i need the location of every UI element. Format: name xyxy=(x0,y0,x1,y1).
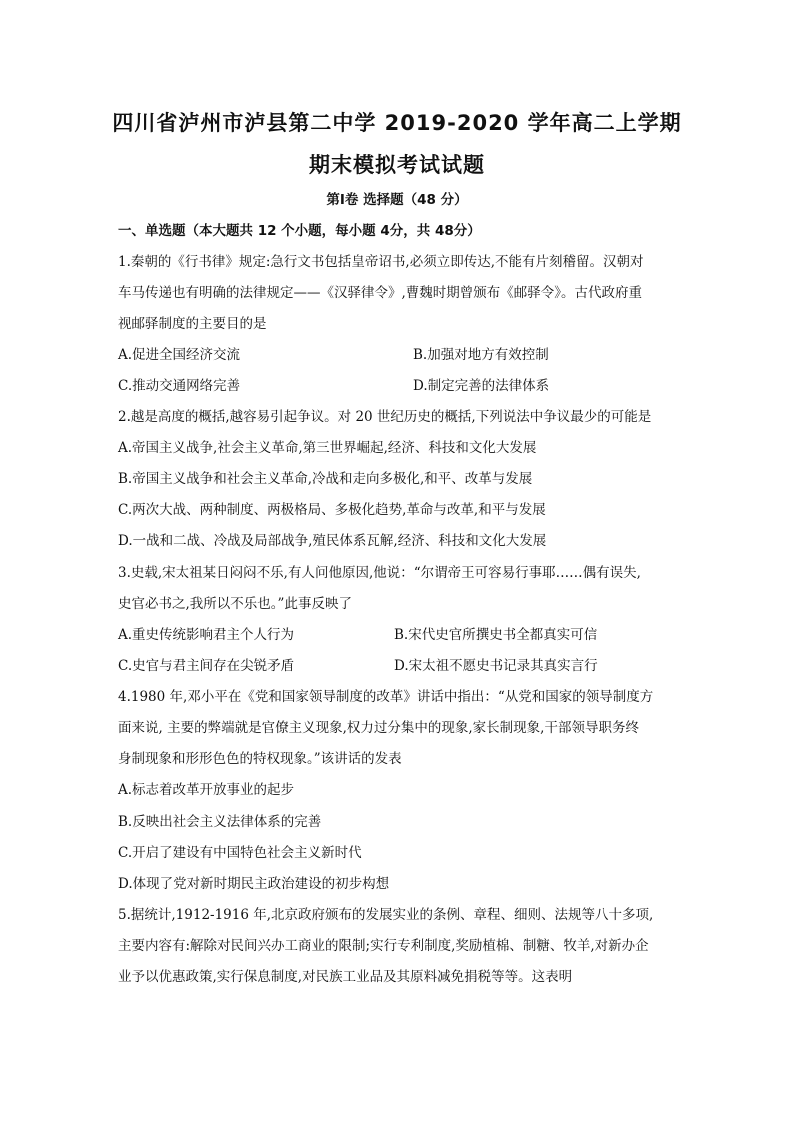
question-3-text: 史官必书之,我所以不乐也。”此事反映了 xyxy=(118,596,352,612)
question-1-text: 1.秦朝的《行书律》规定:急行文书包括皇帝诏书,必须立即传达,不能有片刻稽留。汉朝对 xyxy=(118,254,644,270)
page-title: 四川省泸州市泸县第二中学 2019-2020 学年高二上学期 xyxy=(112,111,682,135)
question-3-option-c: C.史官与君主间存在尖锐矛盾 xyxy=(118,658,295,674)
question-1-option-a: A.促进全国经济交流 xyxy=(118,347,241,363)
question-4-option-c: C.开启了建设有中国特色社会主义新时代 xyxy=(118,845,362,861)
question-4-text: 身制现象和形形色色的特权现象。”该讲话的发表 xyxy=(118,751,402,767)
question-5-text: 主要内容有:解除对民间兴办工商业的限制;实行专利制度,奖励植棉、制糖、牧羊,对新办企 xyxy=(118,938,649,954)
question-2-option-b: B.帝国主义战争和社会主义革命,冷战和走向多极化,和平、改革与发展 xyxy=(118,471,533,487)
section-heading: 一、单选题（本大题共 12 个小题，每小题 4分，共 48分） xyxy=(118,223,481,239)
question-2-option-c: C.两次大战、两种制度、两极格局、多极化趋势,革命与改革,和平与发展 xyxy=(118,502,546,518)
question-3-text: 3.史载,宋太祖某日闷闷不乐,有人问他原因,他说：“尔谓帝王可容易行事耶……偶有误失, xyxy=(118,565,641,581)
question-5-text: 业予以优惠政策,实行保息制度,对民族工业品及其原料减免捐税等等。这表明 xyxy=(118,969,573,985)
question-4-option-a: A.标志着改革开放事业的起步 xyxy=(118,782,295,798)
question-3-option-a: A.重史传统影响君主个人行为 xyxy=(118,627,295,643)
question-3-option-b: B.宋代史官所撰史书全都真实可信 xyxy=(394,627,598,643)
question-4-text: 面来说, 主要的弊端就是官僚主义现象,权力过分集中的现象,家长制现象,干部领导职务终 xyxy=(118,720,639,736)
question-1-text: 视邮驿制度的主要目的是 xyxy=(118,316,267,332)
question-1-option-b: B.加强对地方有效控制 xyxy=(413,347,549,363)
page-title-line2: 期末模拟考试试题 xyxy=(309,153,485,177)
question-2-option-d: D.一战和二战、冷战及局部战争,殖民体系瓦解,经济、科技和文化大发展 xyxy=(118,533,547,549)
question-1-option-c: C.推动交通网络完善 xyxy=(118,378,241,394)
question-1-option-d: D.制定完善的法律体系 xyxy=(413,378,550,394)
question-4-option-d: D.体现了党对新时期民主政治建设的初步构想 xyxy=(118,876,390,892)
question-4-option-b: B.反映出社会主义法律体系的完善 xyxy=(118,814,322,830)
question-1-text: 车马传递也有明确的法律规定——《汉驿律令》,曹魏时期曾颁布《邮驿令》。古代政府重 xyxy=(118,285,643,301)
question-5-text: 5.据统计,1912-1916 年,北京政府颁布的发展实业的条例、章程、细则、法规等八十多项, xyxy=(118,907,654,923)
question-3-option-d: D.宋太祖不愿史书记录其真实言行 xyxy=(394,658,598,674)
question-2-option-a: A.帝国主义战争,社会主义革命,第三世界崛起,经济、科技和文化大发展 xyxy=(118,440,537,456)
part-heading: 第Ⅰ卷 选择题（48 分） xyxy=(326,192,468,208)
question-4-text: 4.1980 年,邓小平在《党和国家领导制度的改革》讲话中指出：“从党和国家的领导制度方 xyxy=(118,689,654,705)
question-2-text: 2.越是高度的概括,越容易引起争议。对 20 世纪历史的概括,下列说法中争议最少的可能是 xyxy=(118,409,652,425)
